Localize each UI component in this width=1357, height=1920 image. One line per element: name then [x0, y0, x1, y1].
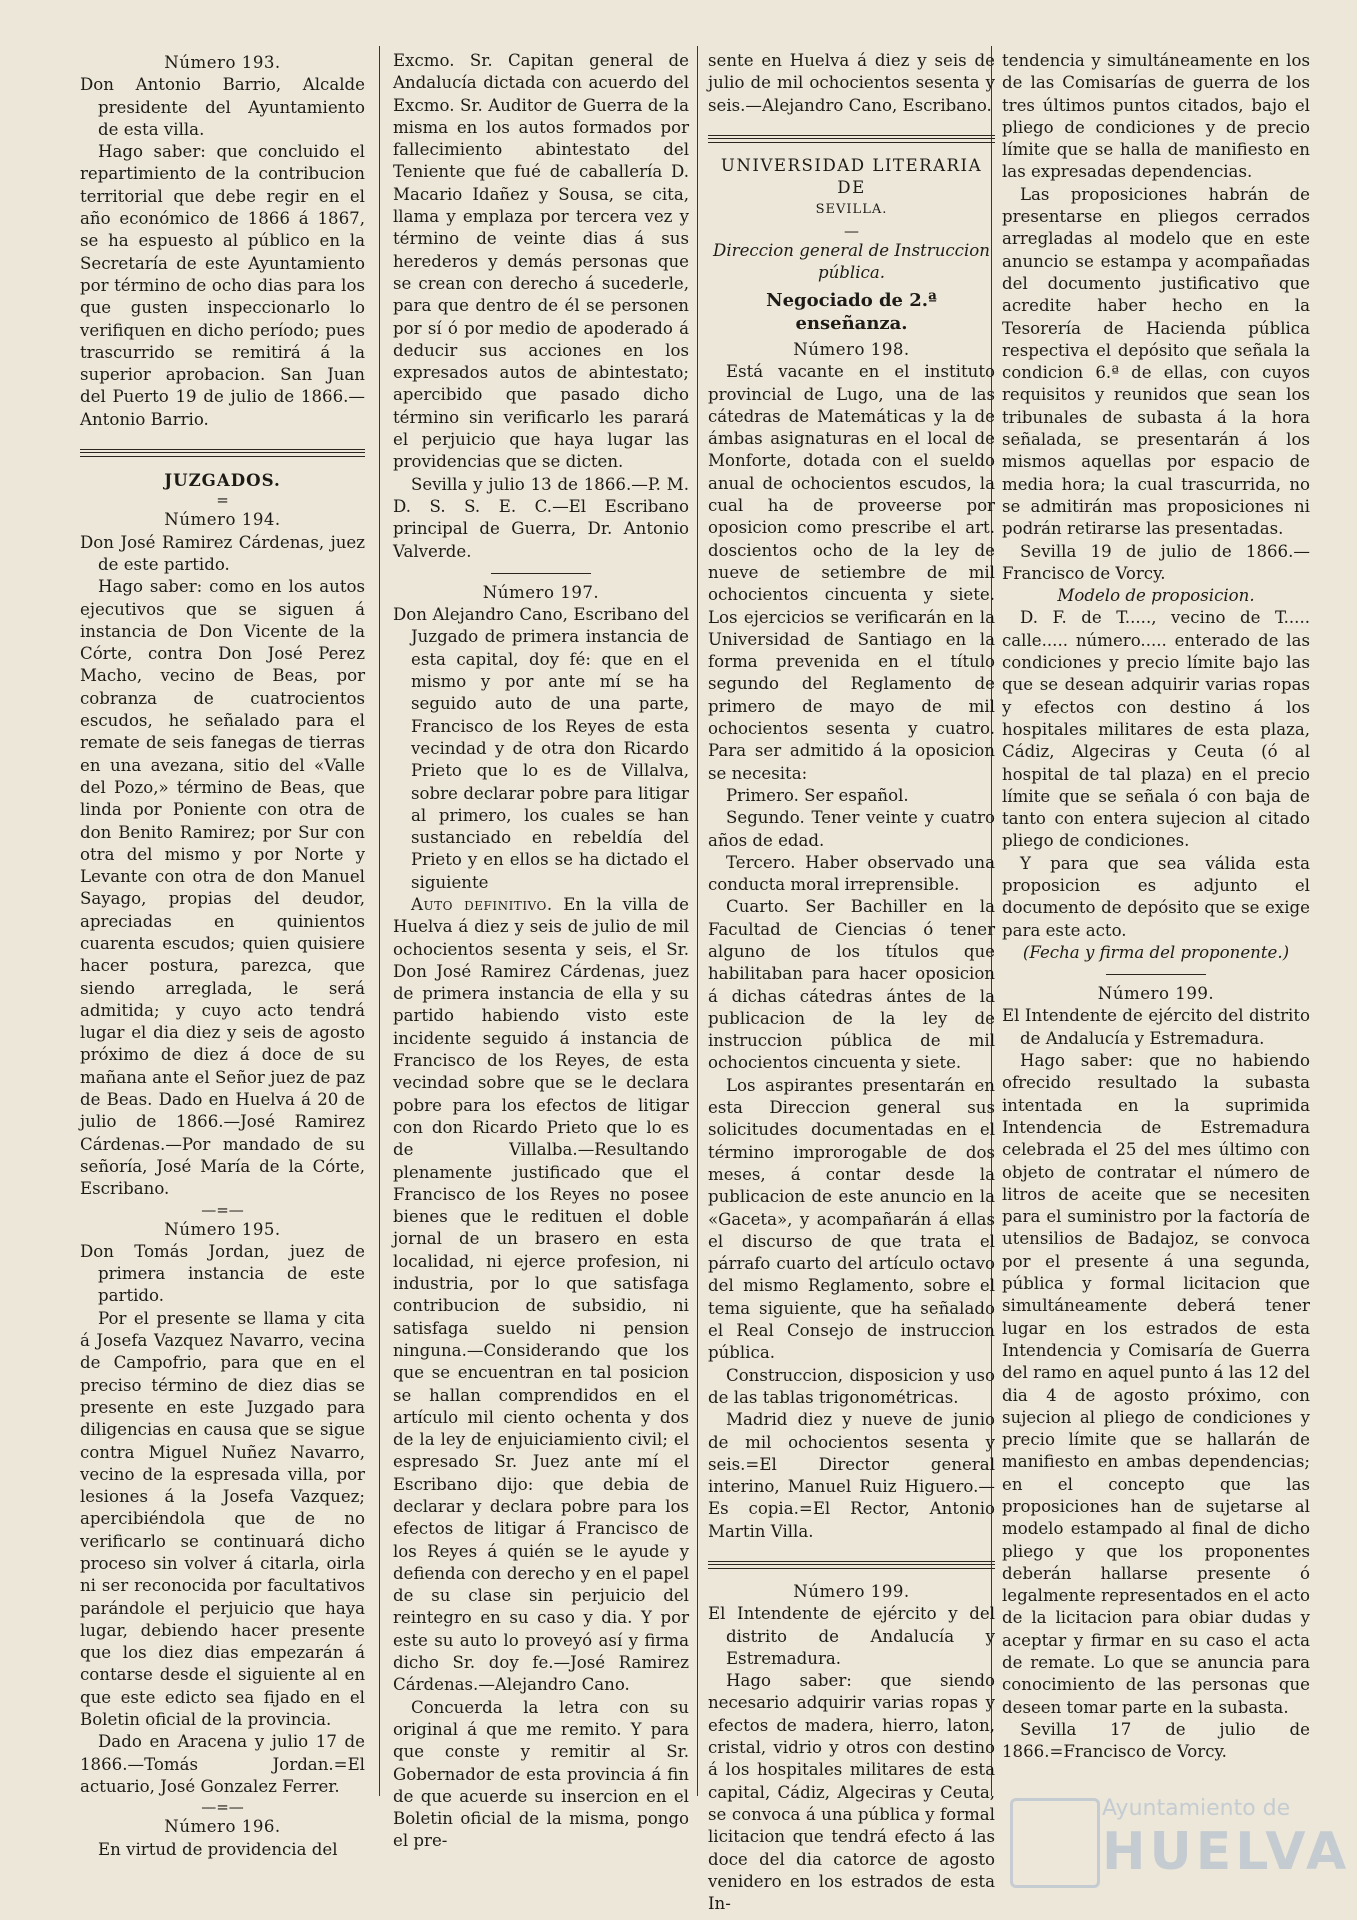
- notice-paragraph: Madrid diez y nueve de junio de mil ochocientos sesenta y seis.=El Director general interino, Manuel Ruiz Higuero.—Es copia.=El Rector, Antonio Martin Villa.: [708, 1410, 995, 1541]
- notice-paragraph: Hago saber: que no habiendo ofrecido resultado la subasta intentada en la suprimida Intendencia de Estremadura celebrada el 25 del mes último con objeto de contratar el número de litros de aceite que se necesiten para el suministro por la factoría de utensilios de Badajoz, se convoca por el presente á una segunda, pública y formal licitacion que simultáneamente deberá tener lugar en los estrados de esta Intendencia y Comisaría de Guerra del ramo en aquel punto á las 12 del dia 4 de agosto próximo, con sujecion al pliego de condiciones y precio límite que se hallarán de manifiesto en ambas dependencias; en el concepto que las proposiciones han de sujetarse al modelo estampado al final de dicho pliego y que los proponentes deberán hallarse presente ó legalmente representados en el acto de la licitacion para obiar dudas y aceptar y firmar en su caso el acta de remate. Lo que se anuncia para conocimiento de las personas que deseen tomar parte en la subasta.: [1002, 1051, 1310, 1717]
- short-divider: [491, 573, 591, 574]
- notice-number: Número 196.: [164, 1817, 281, 1837]
- notice-heading: Don Alejandro Cano, Escribano del Juzgado de primera instancia de esta capital, doy fé: que en el mismo y por ante mí se ha seguido auto de una parte, Francisco de los Reyes de esta vecindad y de otra don Ricardo Prieto que lo es de Villalva, sobre declarar pobre para litigar al primero, los cuales se han sustanciado en rebeldía del Prieto y en ellos se ha dictado el siguiente: [393, 605, 689, 892]
- notice-heading: El Intendente de ejército del distrito de Andalucía y Estremadura.: [1002, 1006, 1310, 1048]
- section-title: JUZGADOS.: [164, 470, 281, 491]
- notice-paragraph: Sevilla 17 de julio de 1866.=Francisco de Vorcy.: [1002, 1719, 1310, 1762]
- direction-title: Direccion general de Instruccion pública.: [713, 240, 990, 283]
- notice-heading: Don José Ramirez Cárdenas, juez de este partido.: [80, 532, 365, 574]
- watermark-logo: [1010, 1790, 1351, 1900]
- requirement-item: Cuarto. Ser Bachiller en la Facultad de Ciencias ó tener alguno de los títulos que habilitaban para hacer oposicion á dichas cátedras ántes de la publicacion de la ley de instruccion pública de mil ochocientos cincuenta y siete.: [708, 897, 995, 1073]
- short-divider: [1106, 974, 1206, 975]
- notice-paragraph: Hago saber: que concluido el repartimiento de la contribucion territorial que debe regir en el año económico de 1866 á 1867, se ha espuesto al público en la Secretaría de este Ayuntamiento por término de ocho dias para los que gusten inspeccionarlo lo verifiquen en dicho período; pues trascurrido se remitirá á la superior aprobacion. San Juan del Puerto 19 de julio de 1866.—Antonio Barrio.: [80, 142, 365, 429]
- section-divider: [708, 135, 995, 143]
- section-divider: [708, 1561, 995, 1569]
- university-city: SEVILLA.: [815, 202, 888, 218]
- notice-paragraph: Construccion, disposicion y uso de las tablas trigonométricas.: [708, 1365, 995, 1407]
- requirement-item: Primero. Ser español.: [726, 785, 909, 805]
- notice-paragraph: [393, 894, 689, 1697]
- notice-paragraph: En virtud de providencia del: [98, 1839, 338, 1859]
- requirement-item: Tercero. Haber observado una conducta moral irreprensible.: [708, 852, 995, 895]
- notice-heading: El Intendente de ejército y del distrito de Andalucía y Estremadura.: [708, 1604, 995, 1668]
- city-crest-icon: [1010, 1798, 1100, 1888]
- notice-paragraph: sente en Huelva á diez y seis de julio de mil ochocientos sesenta y seis.—Alejandro Cano, Escribano.: [708, 51, 995, 115]
- notice-number: Número 193.: [164, 53, 281, 72]
- notice-paragraph: tendencia y simultáneamente en los de las Comisarías de guerra de los tres últimos puntos citados, bajo el pliego de condiciones y de precio límite que se halla de manifiesto en las expresadas dependencias.: [1002, 51, 1310, 182]
- auto-text: En la villa de Huelva á diez y seis de julio de mil ochocientos sesenta y seis, el Sr. Don José Ramirez Cárdenas, juez de primera instancia de ella y su partido habiendo visto este incidente seguido á instancia de Francisco de los Reyes, de esta vecindad sobre que se le declara pobre para los efectos de litigar con don Ricardo Prieto que lo es de Villalba.—Resultando plenamente justificado que el Francisco de los Reyes no posee bienes que le redituen el doble jornal de un brasero en esta localidad, ni ejerce profesion, ni industria, por lo que satisfaga contribucion de subsidio, ni satisfaga sueldo ni pension ninguna.—Considerando que los que se encuentran en tal posicion se hallan comprendidos en el artículo mil ciento ochenta y dos de la ley de enjuiciamiento civil; el espresado Sr. Juez ante mí el Escribano dijo: que debia de declarar y declara pobre para los efectos de litigar á Francisco de los Reyes á quién se le ayude y defienda con derecho y en el papel de su clase sin perjuicio del reintegro en su caso y dia. Y por este su auto lo proveyó así y firma dicho Sr. doy fe.—José Ramirez Cárdenas.—Alejandro Cano.: [393, 894, 689, 1695]
- notice-paragraph: Las proposiciones habrán de presentarse en pliegos cerrados arregladas al modelo que en este anuncio se estampa y acompañadas del documento justificativo que acredite haber hecho en la Tesorería de Hacienda pública respectiva el depósito que señala la condicion 6.ª de ellas, con cuyos requisitos y reunidos que sean los tribunales de subasta á la hora señalada, se presentarán á los mismos aquellas por espacio de media hora; la cual trascurrida, no se admitirán mas proposiciones ni podrán retirarse las presentadas.: [1002, 184, 1310, 539]
- notice-paragraph: Excmo. Sr. Capitan general de Andalucía dictada con acuerdo del Excmo. Sr. Auditor de Guerra de la misma en los autos formados por fallecimiento abintestato del Teniente que fué de caballería D. Macario Idañez y Sousa, se cita, llama y emplaza por tercera vez y término de veinte dias á sus herederos y demás personas que se crean con derecho á sucederle, para que dentro de él se personen por sí ó por medio de apoderado á deducir sus acciones en los expresados autos de abintestato; apercibido que pasado dicho término sin verificarlo les parará el perjuicio que haya lugar las providencias que se dicten.: [393, 51, 689, 472]
- column-rule-1: [379, 46, 380, 1796]
- notice-number: Número 199.: [793, 1582, 910, 1601]
- notice-number: Número 199.: [1097, 984, 1215, 1004]
- notice-paragraph: Está vacante en el instituto provincial de Lugo, una de las cátedras de Matemáticas y la de ámbas asignaturas en el local de Monforte, dotada con el sueldo anual de ochocientos escudos, la cual ha de proveerse por oposicion como prescribe el art. doscientos ocho de la ley de nueve de setiembre de mil ochocientos cincuenta y siete. Los ejercicios se verificarán en la Universidad de Santiago en la forma prevenida en el título segundo del Reglamento de primero de mayo de mil ochocientos sesenta y cuatro. Para ser admitido á la oposicion se necesita:: [708, 362, 995, 783]
- column-4: [1002, 50, 1310, 1764]
- notice-paragraph: Sevilla 19 de julio de 1866.—Francisco de Vorcy.: [1002, 541, 1310, 583]
- notice-paragraph: Los aspirantes presentarán en esta Direccion general sus solicitudes documentadas en el término improrogable de dos meses, á contar desde la publicacion de este anuncio en la «Gaceta», y acompañarán á ellas el discurso de que trata el párrafo cuarto del artículo octavo del mismo Reglamento, sobre el tema siguiente, que ha señalado el Real Consejo de instruccion pública.: [708, 1075, 995, 1363]
- notice-paragraph: Concuerda la letra con su original á que me remito. Y para que conste y remitir al Sr. Gobernador de esta provincia á fin de que acuerde su insercion en el Boletin oficial de la misma, pongo el pre-: [393, 1697, 689, 1851]
- auto-label: Auto definitivo.: [411, 894, 553, 914]
- university-title: UNIVERSIDAD LITERARIA DE: [720, 155, 983, 198]
- signature-note: (Fecha y firma del proponente.): [1022, 942, 1290, 962]
- notice-paragraph: Hago saber: como en los autos ejecutivos que se siguen á instancia de Don Vicente de la Córte, contra Don José Perez Macho, vecino de Beas, por cobranza de cuatrocientos escudos, he señalado para el remate de seis fanegas de tierras en una avezana, sitio del «Valle del Pozo,» término de Beas, que linda por Poniente con otra de don Benito Ramirez; por Sur con otra del mismo y por Norte y Levante con otra de don Manuel Sayago, propias del deudor, apreciadas en quinientos cuarenta escudos; quien quisiere hacer postura, parezca, que siendo arreglada, le será admitida; y cuyo acto tendrá lugar el dia diez y seis de agosto próximo de diez á doce de su mañana ante el Señor juez de paz de Beas. Dado en Huelva á 20 de julio de 1866.—José Ramirez Cárdenas.—Por mandado de su señoría, José María de la Córte, Escribano.: [80, 577, 365, 1199]
- watermark-line2: HUELVA: [1102, 1822, 1351, 1882]
- notice-heading: Don Antonio Barrio, Alcalde presidente del Ayuntamiento de esta villa.: [80, 75, 365, 139]
- column-rule-2: [697, 46, 698, 1796]
- model-paragraph: Y para que sea válida esta proposicion es adjunto el documento de depósito que se exige para este acto.: [1002, 853, 1310, 940]
- column-2: [393, 50, 689, 1853]
- column-1: [80, 50, 365, 1861]
- equals-separator: —=—: [201, 1200, 244, 1219]
- equals-separator: —=—: [201, 1798, 244, 1817]
- equals-separator: —: [844, 221, 859, 240]
- model-title: Modelo de proposicion.: [1057, 586, 1255, 606]
- notice-number: Número 197.: [482, 582, 600, 602]
- notice-number: Número 198.: [793, 339, 910, 359]
- notice-paragraph: Dado en Aracena y julio 17 de 1866.—Tomás Jordan.=El actuario, José Gonzalez Ferrer.: [80, 1732, 365, 1796]
- notice-number: Número 194.: [164, 510, 281, 530]
- notice-number: Número 195.: [164, 1219, 281, 1239]
- notice-paragraph: Por el presente se llama y cita á Josefa Vazquez Navarro, vecina de Campofrio, para que en el preciso término de diez dias se presente en este Juzgado para diligencias en causa que se sigue contra Miguel Nuñez Navarro, vecino de la espresada villa, por lesiones á la Josefa Vazquez; apercibiéndola que de no verificarlo se continuará dicho proceso sin volver á citarla, oirla ni ser reconocida por facultativos parándole el perjuicio que haya lugar, debiendo hacer presente que los diez dias empezarán á contarse desde el siguiente al en que este edicto sea fijado en el Boletin oficial de la provincia.: [80, 1308, 365, 1730]
- requirement-item: Segundo. Tener veinte y cuatro años de edad.: [708, 808, 995, 850]
- watermark-line1: Ayuntamiento de: [1102, 1796, 1291, 1821]
- equals-separator: =: [216, 491, 229, 510]
- negociado-title: Negociado de 2.ª enseñanza.: [766, 290, 937, 334]
- notice-paragraph: Sevilla y julio 13 de 1866.—P. M. D. S. S. E. C.—El Escribano principal de Guerra, Dr. Antonio Valverde.: [393, 474, 689, 561]
- section-divider: [80, 449, 365, 457]
- column-3: [708, 50, 995, 1915]
- notice-paragraph: Hago saber: que siendo necesario adquirir varias ropas y efectos de madera, hierro, laton, cristal, vidrio y otros con destino á los hospitales militares de esta capital, Cádiz, Algeciras y Ceuta, se convoca á una pública y formal licitacion que tendrá efecto á las doce del dia catorce de agosto venidero en los estrados de esta In-: [708, 1671, 995, 1914]
- model-paragraph: D. F. de T....., vecino de T..... calle..... número..... enterado de las condiciones y precio límite bajo las que se desean adquirir varias ropas y efectos con destino á los hospitales militares de esta plaza, Cádiz, Algeciras y Ceuta (ó al hospital de tal plaza) en el precio límite que se señala ó con baja de tanto con entera sujecion al citado pliego de condiciones.: [1002, 608, 1310, 851]
- notice-heading: Don Tomás Jordan, juez de primera instancia de este partido.: [80, 1241, 365, 1306]
